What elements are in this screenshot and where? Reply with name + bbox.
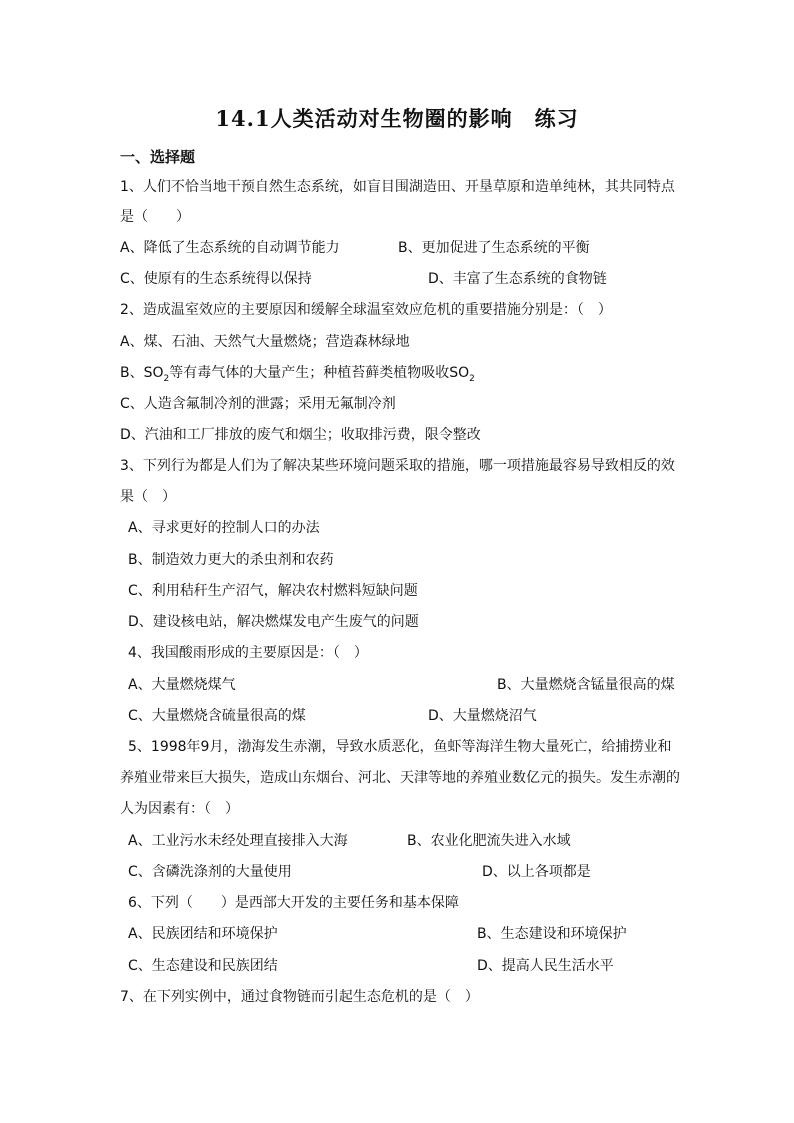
q5-option-b: B、农业化肥流失进入水域	[407, 833, 571, 849]
q5-option-d: D、以上各项都是	[482, 864, 591, 880]
q6-option-c: C、生态建设和民族团结	[128, 958, 278, 974]
q3-stem-line-1: 3、下列行为都是人们为了解决某些环境问题采取的措施，哪一项措施最容易导致相反的效	[120, 458, 675, 474]
q1-option-a: A、降低了生态系统的自动调节能力	[120, 240, 340, 256]
q4-option-d: D、大量燃烧沼气	[428, 708, 537, 724]
q3-option-a: A、寻求更好的控制人口的办法	[128, 520, 320, 536]
q7-stem: 7、在下列实例中，通过食物链而引起生态危机的是（ ）	[120, 989, 479, 1005]
page-title: 14.1人类活动对生物圈的影响 练习	[215, 106, 579, 131]
q3-option-c: C、利用秸秆生产沼气，解决农村燃料短缺问题	[128, 583, 418, 599]
q6-option-b: B、生态建设和环境保护	[477, 926, 627, 942]
q2-option-d: D、汽油和工厂排放的废气和烟尘；收取排污费，限令整改	[120, 427, 481, 443]
q5-stem-line-3: 人为因素有：（ ）	[120, 801, 239, 817]
q5-option-c: C、含磷洗涤剂的大量使用	[128, 864, 292, 880]
q2-option-a: A、煤、石油、天然气大量燃烧；营造森林绿地	[120, 334, 410, 350]
section-heading: 一、选择题	[120, 148, 196, 166]
q1-option-c: C、使原有的生态系统得以保持	[120, 271, 312, 287]
q2-option-c: C、人造含氟制冷剂的泄露；采用无氟制冷剂	[120, 396, 396, 412]
q1-stem-line-2: 是（ ）	[120, 209, 190, 225]
q1-option-b: B、更加促进了生态系统的平衡	[398, 240, 590, 256]
q5-option-a: A、工业污水未经处理直接排入大海	[128, 833, 348, 849]
q6-option-a: A、民族团结和环境保护	[128, 926, 278, 942]
q4-option-b: B、大量燃烧含锰量很高的煤	[497, 677, 675, 693]
q3-option-b: B、制造效力更大的杀虫剂和农药	[128, 552, 334, 568]
q4-option-c: C、大量燃烧含硫量很高的煤	[128, 708, 306, 724]
q3-option-d: D、建设核电站，解决燃煤发电产生废气的问题	[128, 614, 419, 630]
q1-option-d: D、丰富了生态系统的食物链	[428, 271, 607, 287]
q5-stem-line-1: 5、1998年9月，渤海发生赤潮，导致水质恶化，鱼虾等海洋生物大量死亡，给捕捞业和	[128, 739, 672, 755]
q4-stem: 4、我国酸雨形成的主要原因是：（ ）	[128, 645, 368, 661]
q3-stem-line-2: 果（ ）	[120, 489, 176, 505]
q5-stem-line-2: 养殖业带来巨大损失，造成山东烟台、河北、天津等地的养殖业数亿元的损失。发生赤潮的	[120, 770, 680, 786]
q1-stem-line-1: 1、人们不恰当地干预自然生态系统，如盲目围湖造田、开垦草原和造单纯林，其共同特点	[120, 179, 675, 195]
q2-stem: 2、造成温室效应的主要原因和缓解全球温室效应危机的重要措施分别是：（ ）	[120, 302, 612, 318]
q2-option-b: B、$SO_2$等有毒气体的大量产生；种植苔藓类植物吸收$SO_2$	[120, 365, 475, 384]
q6-option-d: D、提高人民生活水平	[477, 958, 614, 974]
q6-stem: 6、下列（ ）是西部大开发的主要任务和基本保障	[128, 895, 459, 911]
q4-option-a: A、大量燃烧煤气	[128, 677, 236, 693]
